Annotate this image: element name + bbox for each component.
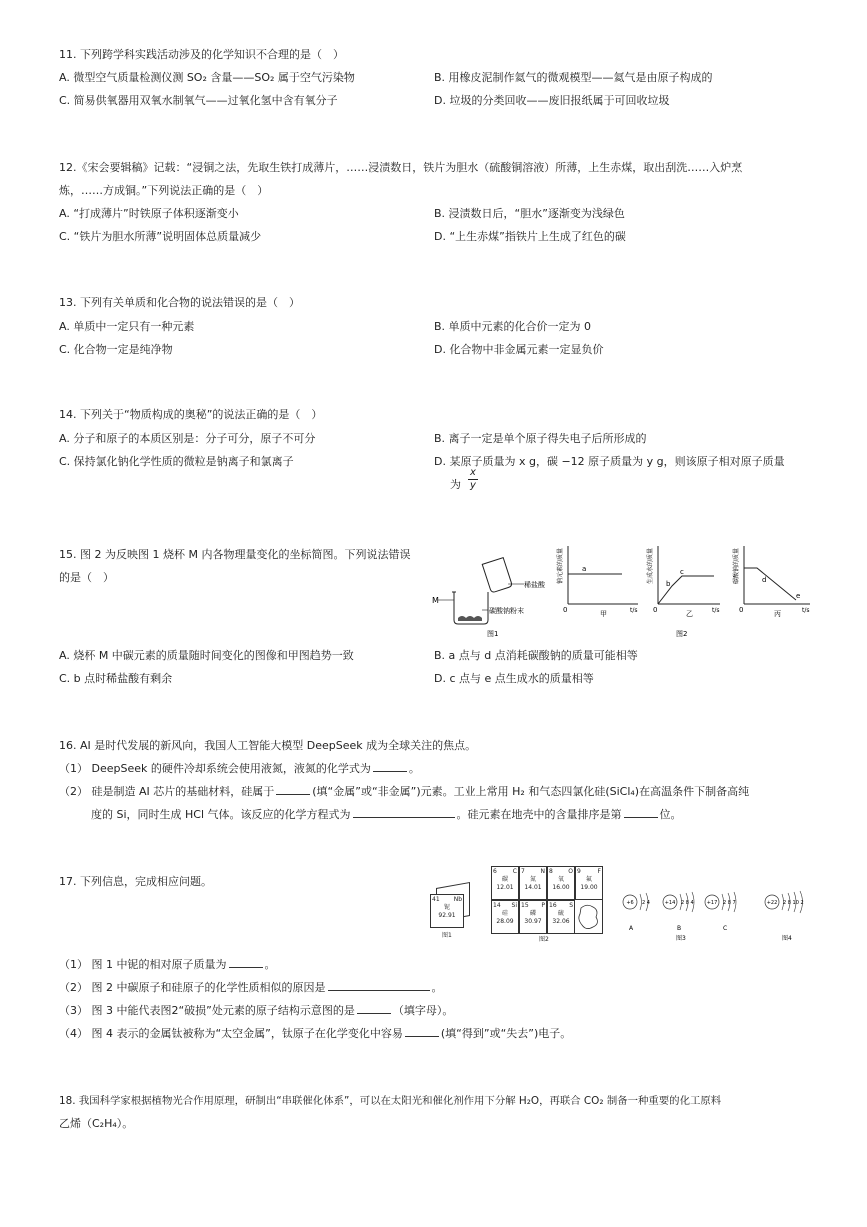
q13-stem: 13. 下列有关单质和化合物的说法错误的是（ ） [59,296,300,309]
g1-name: 甲 [600,610,607,618]
q17-blank-3[interactable] [357,1002,391,1014]
q17-blank-2[interactable] [328,979,430,991]
q17-blank-4[interactable] [405,1025,439,1037]
q16-sub2-text-c: 度的 Si，同时生成 HCl 气体。该反应的化学方程式为 [91,808,351,821]
g3-name: 丙 [774,610,781,618]
q17-figure-3-4 [616,884,816,944]
ptable-cell-o: 8 O 氧 16.00 [547,866,575,900]
q15-stem-line1: 15. 图 2 为反映图 1 烧杯 M 内各物理量变化的坐标简图。下列说法错误 [59,548,411,561]
label-powder: 碳酸钠粉末 [489,607,524,615]
g3-point-d: d [762,576,767,584]
q17-sub3 [59,1002,453,1018]
fig2-caption: 图2 [539,936,549,943]
svg-text:A: A [629,925,634,932]
fig2-caption: 图2 [676,630,688,638]
q16-sub2-text-e: 位。 [659,808,682,821]
atom-b [663,892,694,932]
q13-option-d[interactable]: D. 化合物中非金属元素一定显负价 [434,343,604,356]
q16-sub2-text-d: 。硅元素在地壳中的含量排序是第 [456,808,622,821]
g2-origin: 0 [653,606,658,614]
q12-option-b[interactable]: B. 浸渍数日后，“胆水”逐渐变为浅绿色 [434,207,625,220]
q18-line1: 18. 我国科学家根据植物光合作用原理，研制出“串联催化体系”，可以在太阳光和催化剂作用下分解 H₂O，再联合 CO₂ 制备一种重要的化工原料 [59,1095,722,1107]
q15-option-d[interactable]: D. c 点与 e 点生成水的质量相等 [434,672,594,685]
q16-stem: 16. AI 是时代发展的新风向，我国人工智能大模型 DeepSeek 成为全球关注的焦点。 [59,739,477,752]
graph-jia [556,546,638,618]
q13-option-c[interactable]: C. 化合物一定是纯净物 [59,343,173,356]
atom-c [705,892,736,932]
q17-sub4-text: （4） 图 4 表示的金属钛被称为“太空金属”，钛原子在化学变化中容易 [59,1027,403,1040]
q12-stem-line1: 12.《宋会要辑稿》记载：“浸铜之法，先取生铁打成薄片，……浸渍数日，铁片为胆水（硫酸铜溶液）所薄，上生赤煤，取出刮洗……入炉烹 [59,161,743,174]
atom-ti [765,891,804,942]
q15-option-a[interactable]: A. 烧杯 M 中碳元素的质量随时间变化的图像和甲图趋势一致 [59,649,354,662]
q14-option-b[interactable]: B. 离子一定是单个原子得失电子后所形成的 [434,432,647,445]
test-tube [482,558,512,593]
g2-point-c: c [680,568,684,576]
q17-sub2-text: （2） 图 2 中碳原子和硅原子的化学性质相似的原因是 [59,981,326,994]
q16-sub2-text-b: (填“金属”或“非金属”)元素。工业上常用 H₂ 和气态四氯化硅(SiCl₄)在高温条件下制备高纯 [312,785,750,798]
q11-option-c[interactable]: C. 简易供氧器用双氧水制氧气——过氧化氢中含有氧分子 [59,94,338,107]
q17-sub2 [59,979,443,995]
q17-sub1-text: （1） 图 1 中铌的相对原子质量为 [59,958,227,971]
svg-text:C: C [723,925,728,932]
q17-sub4 [59,1025,571,1041]
q16-blank-1[interactable] [373,760,407,772]
nb-symbol: Nb [453,896,462,903]
fig4-caption: 图4 [782,935,792,942]
powder-shape [458,616,482,621]
svg-text:2 8 7: 2 8 7 [723,900,736,906]
q16-blank-3[interactable] [353,806,455,818]
q13-option-a[interactable]: A. 单质中一定只有一种元素 [59,320,195,333]
g1-point-a: a [582,565,587,573]
svg-text:2 4: 2 4 [642,900,650,906]
nb-number: 41 [432,896,440,903]
q11-option-a[interactable]: A. 微型空气质量检测仪测 SO₂ 含量——SO₂ 属于空气污染物 [59,71,355,84]
svg-text:+14: +14 [664,900,676,906]
q12-option-a[interactable]: A. “打成薄片”时铁原子体积逐渐变小 [59,207,239,220]
g3-y-label: 碳酸钠的质量 [733,547,740,584]
g1-origin: 0 [563,606,568,614]
g3-t-label: t/s [802,607,810,614]
q14-option-d[interactable]: D. 某原子质量为 x g，碳 −12 原子质量为 y g，则该原子相对原子质量 [434,455,785,468]
svg-text:+17: +17 [706,900,718,906]
q17-sub1 [59,956,276,972]
q18-line2: 乙烯（C₂H₄）。 [59,1117,134,1130]
g2-y-label: 生成水的质量 [647,547,654,584]
nb-mass: 92.91 [438,912,456,919]
q14-fraction [468,467,478,492]
q14-option-d-cont: 为 [450,478,461,491]
q16-sub1-end: 。 [408,762,420,775]
q16-blank-2[interactable] [276,783,310,795]
q12-stem-line2: 炼，……方成铜。”下列说法正确的是（ ） [59,184,269,197]
q13-option-b[interactable]: B. 单质中元素的化合价一定为 0 [434,320,592,333]
fraction-denominator: y [470,480,476,491]
atom-a [623,893,650,932]
fraction-numerator: x [468,467,478,480]
ptable-cell-c: 6 C 碳 12.01 [491,866,519,900]
g2-t-label: t/s [712,607,720,614]
svg-text:+22: +22 [766,900,778,906]
svg-text:2 8 10 2: 2 8 10 2 [783,900,804,906]
nb-name: 铌 [443,904,450,911]
svg-text:+6: +6 [626,900,634,906]
q11-stem: 11. 下列跨学科实践活动涉及的化学知识不合理的是（ ） [59,48,344,61]
q17-figure-2 [491,866,607,942]
q17-sub4-end: (填“得到”或“失去”)电子。 [440,1027,572,1040]
q15-option-b[interactable]: B. a 点与 d 点消耗碳酸钠的质量可能相等 [434,649,638,662]
ptable-damaged-cell [575,900,603,934]
q11-option-d[interactable]: D. 垃圾的分类回收——废旧报纸属于可回收垃圾 [434,94,670,107]
q16-sub2-text-a: （2） 硅是制造 AI 芯片的基础材料，硅属于 [59,785,275,798]
q15-option-c[interactable]: C. b 点时稀盐酸有剩余 [59,672,173,685]
graph-yi [646,546,720,638]
graph-bing [732,546,810,618]
g3-origin: 0 [739,606,744,614]
q15-figure-1 [432,552,552,638]
ptable-cell-p: 15 P 磷 30.97 [519,900,547,934]
q11-option-b[interactable]: B. 用橡皮泥制作氦气的微观模型——氦气是由原子构成的 [434,71,713,84]
q17-sub2-end: 。 [431,981,443,994]
q14-stem: 14. 下列关于“物质构成的奥秘”的说法正确的是（ ） [59,408,323,421]
fig1-caption: 图1 [442,932,452,939]
g1-y-label: 钠元素的质量 [557,547,564,584]
q15-stem-line2: 的是（ ） [59,571,114,584]
q14-option-c[interactable]: C. 保持氯化钠化学性质的微粒是钠离子和氯离子 [59,455,294,468]
q16-sub2 [59,783,749,799]
q16-blank-4[interactable] [624,806,658,818]
q17-stem: 17. 下列信息，完成相应问题。 [59,875,212,888]
q16-sub1 [59,760,420,776]
q14-option-a[interactable]: A. 分子和原子的本质区别是：分子可分，原子不可分 [59,432,316,445]
q12-option-c[interactable]: C. “铁片为胆水所薄”说明固体总质量减少 [59,230,262,243]
g2-name: 乙 [686,610,693,618]
ptable-cell-s: 16 S 硫 32.06 [547,900,575,934]
q17-sub1-end: 。 [264,958,276,971]
g3-line [744,568,796,600]
q12-option-d[interactable]: D. “上生赤煤”指铁片上生成了红色的碳 [434,230,626,243]
g1-t-label: t/s [630,607,638,614]
label-acid: 稀盐酸 [524,581,545,589]
q16-sub2-line2 [91,806,682,822]
g2-point-b: b [666,580,671,588]
nb-tile [430,894,464,928]
q16-sub1-text: （1） DeepSeek 的硬件冷却系统会使用液氮，液氮的化学式为 [59,762,371,775]
fig3-caption: 图3 [676,935,686,942]
svg-text:2 8 4: 2 8 4 [681,900,694,906]
q17-blank-1[interactable] [229,956,263,968]
g3-point-e: e [796,592,801,600]
label-M: M [432,596,439,605]
svg-text:B: B [677,925,682,932]
q15-figure-2 [552,538,814,638]
ptable-cell-si: 14 Si 硅 28.09 [491,900,519,934]
ptable-cell-f: 9 F 氟 19.00 [575,866,603,900]
fig1-caption: 图1 [487,630,499,638]
ptable-cell-n: 7 N 氮 14.01 [519,866,547,900]
q17-sub3-end: （填字母）。 [392,1004,454,1017]
q17-sub3-text: （3） 图 3 中能代表图2“破损”处元素的原子结构示意图的是 [59,1004,355,1017]
q17-figure-1 [430,888,470,938]
